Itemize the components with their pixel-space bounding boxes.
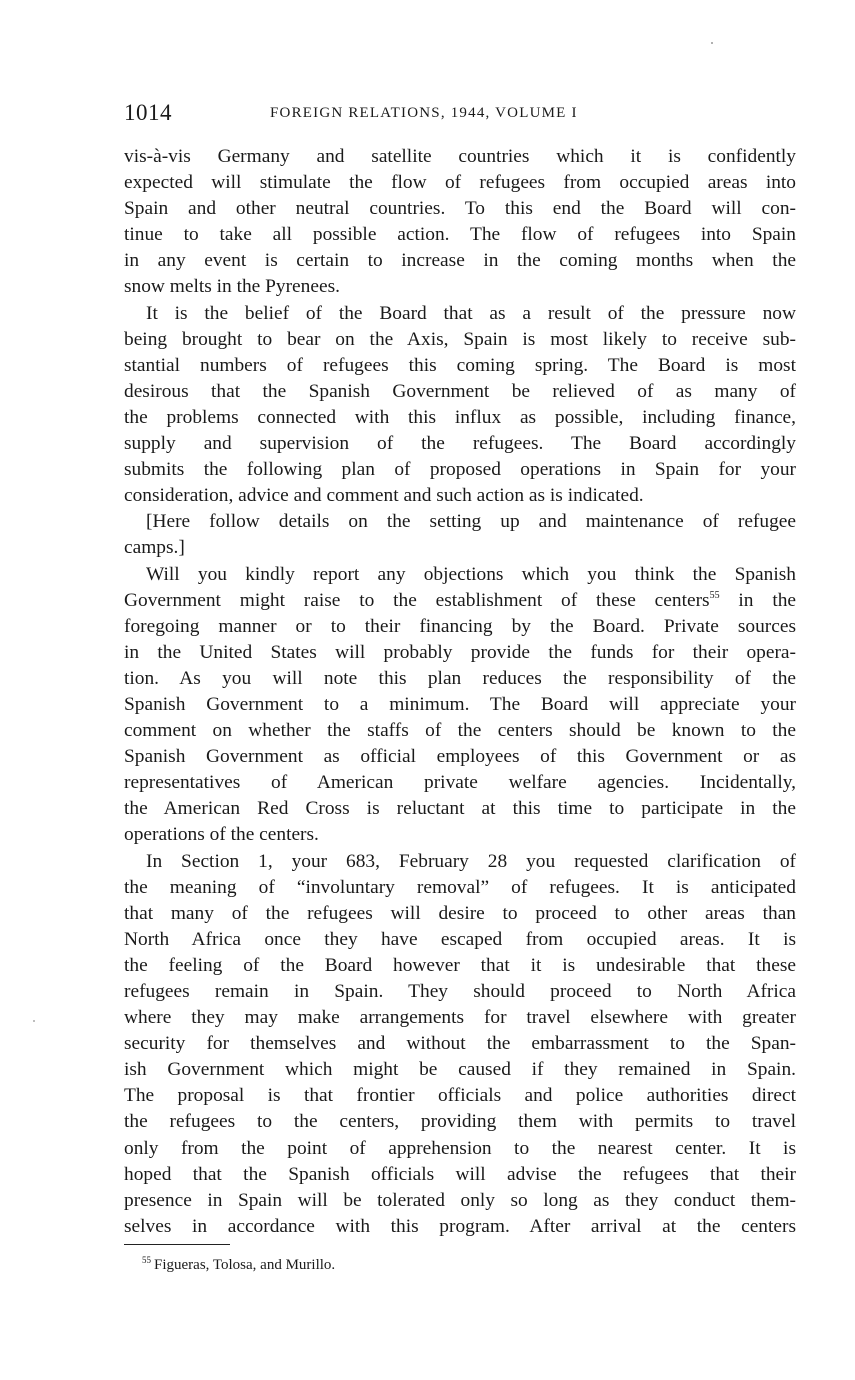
footnote-text: Figueras, Tolosa, and Murillo. [154,1257,336,1273]
text-line: vis-à-vis Germany and satellite countries which it is confidently [124,146,796,167]
text-line: expected will stimulate the flow of refugees from occupied areas into [124,172,796,194]
text-line: selves in accordance with this program. After arrival at the centers [124,1215,796,1237]
text-line: the refugees to the centers, providing them with permits to travel [124,1111,796,1133]
page-number: 1014 [124,100,172,125]
body-text [124,144,796,1240]
text-line-with-footnote-ref [124,588,796,614]
text-line: where they may make arrangements for travel elsewhere with greater [124,1007,796,1029]
text-line: hoped that the Spanish officials will advise the refugees that their [124,1163,796,1185]
text-line: Spanish Government to a minimum. The Board will appreciate your [124,693,796,715]
text-line: the meaning of “involuntary removal” of refugees. It is anticipated [124,876,796,898]
text-line: camps.] [124,537,185,559]
text-line: North Africa once they have escaped from occupied areas. It is [124,928,796,950]
text-line: security for themselves and without the embarrassment to the Span- [124,1033,796,1055]
text-line: [Here follow details on the setting up and maintenance of refugee [146,511,796,533]
scan-speck [711,42,713,44]
text-line: tion. As you will note this plan reduces the responsibility of the [124,667,796,689]
running-header [124,100,796,130]
text-line: in any event is certain to increase in the coming months when the [124,250,796,272]
text-line: The proposal is that frontier officials and police authorities direct [124,1085,796,1107]
text-line: the problems connected with this influx as possible, including finance, [124,406,796,428]
text-line: desirous that the Spanish Government be relieved of as many of [124,380,796,402]
text-line: the feeling of the Board however that it is undesirable that these [124,954,796,976]
text-line: ish Government which might be caused if they remained in Spain. [124,1059,796,1081]
text-line: that many of the refugees will desire to proceed to other areas than [124,902,796,924]
footnote-marker: 55 [142,1255,151,1265]
text-line: being brought to bear on the Axis, Spain is most likely to receive sub- [124,328,796,350]
text-line: supply and supervision of the refugees. The Board accordingly [124,433,796,455]
text-line: operations of the centers. [124,824,319,846]
text-line: comment on whether the staffs of the centers should be known to the [124,720,796,742]
text-line: Spain and other neutral countries. To this end the Board will con- [124,198,796,220]
footnote-reference[interactable]: 55 [709,589,720,601]
text-line: submits the following plan of proposed operations in Spain for your [124,459,796,481]
text-line: refugees remain in Spain. They should proceed to North Africa [124,981,796,1002]
scan-margin-mark [33,1020,35,1022]
text-line: In Section 1, your 683, February 28 you requested clarification of [146,850,796,872]
footnote-divider [124,1244,230,1245]
text-line: snow melts in the Pyrenees. [124,276,340,298]
footnote [142,1257,335,1274]
text-line: It is the belief of the Board that as a result of the pressure now [146,302,796,324]
text-line: presence in Spain will be tolerated only so long as they conduct them- [124,1189,796,1211]
text-line: tinue to take all possible action. The flow of refugees into Spain [124,224,796,246]
text-line-segment: in the [738,589,797,611]
text-line: representatives of American private welfare agencies. Incidentally, [124,772,796,794]
text-line: Will you kindly report any objections which you think the Spanish [146,563,796,585]
text-line-segment: Government might raise to the establishment of these centers [124,589,710,611]
text-line: stantial numbers of refugees this coming spring. The Board is most [124,354,796,376]
text-line: consideration, advice and comment and such action as is indicated. [124,485,644,507]
text-line: in the United States will probably provide the funds for their opera- [124,641,796,663]
text-line: the American Red Cross is reluctant at this time to participate in the [124,798,796,820]
text-line: only from the point of apprehension to the nearest center. It is [124,1137,796,1159]
running-title: FOREIGN RELATIONS, 1944, VOLUME I [270,105,578,121]
text-line: foregoing manner or to their financing by the Board. Private sources [124,615,796,637]
text-line: Spanish Government as official employees of this Government or as [124,746,796,768]
